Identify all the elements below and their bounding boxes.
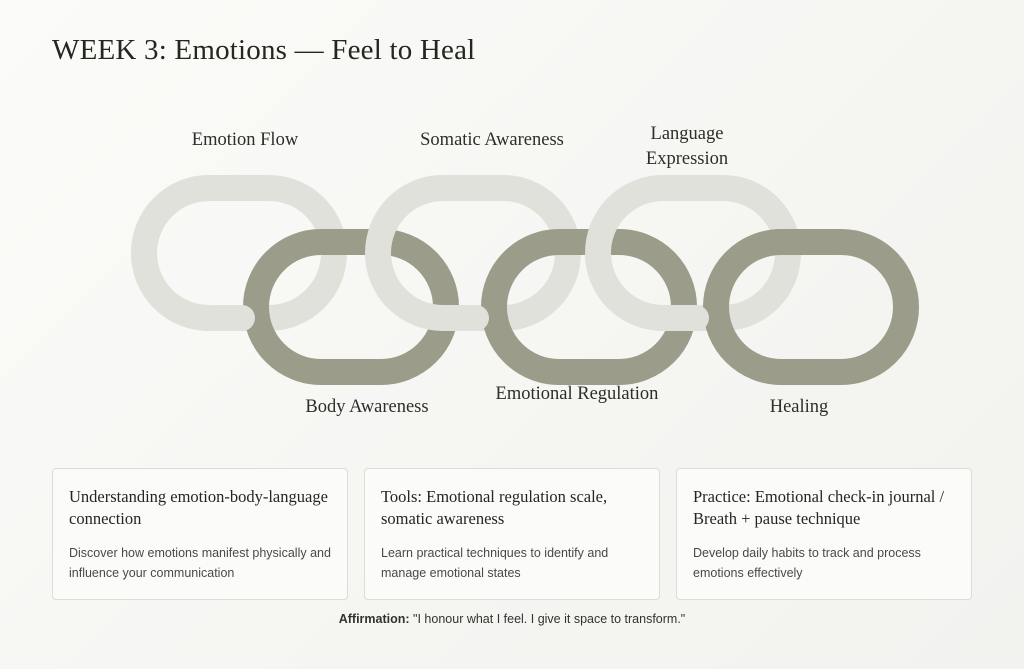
page-title: WEEK 3: Emotions — Feel to Heal xyxy=(52,34,476,66)
card-body: Discover how emotions manifest physically and influence your communication xyxy=(69,545,331,580)
card-heading: Tools: Emotional regulation scale, somatic awareness xyxy=(381,487,608,529)
chain-top-label-1: Emotion Flow xyxy=(191,130,299,150)
chain-bottom-label-2: Emotional Regulation xyxy=(495,384,659,404)
affirmation-line xyxy=(0,612,1024,626)
card-heading: Practice: Emotional check-in journal / Breath + pause technique xyxy=(693,487,945,529)
chain-top-label-2: Somatic Awareness xyxy=(420,130,564,150)
info-card xyxy=(676,468,972,600)
info-card xyxy=(52,468,348,600)
info-card-row xyxy=(52,468,972,600)
bottom-chain-links xyxy=(256,242,906,372)
chain-bottom-label-1: Body Awareness xyxy=(305,397,429,417)
affirmation-label: Affirmation: xyxy=(338,612,410,626)
info-card xyxy=(364,468,660,600)
chain-bottom-label-3: Healing xyxy=(769,397,829,417)
chain-top-label-3: Language Expression xyxy=(645,124,729,169)
card-body: Learn practical techniques to identify and manage emotional states xyxy=(381,545,609,580)
card-body: Develop daily habits to track and process emotions effectively xyxy=(693,545,921,580)
affirmation-text: "I honour what I feel. I give it space to transform." xyxy=(413,612,686,626)
card-heading: Understanding emotion-body-language connection xyxy=(69,487,328,529)
chain-diagram xyxy=(52,110,972,450)
